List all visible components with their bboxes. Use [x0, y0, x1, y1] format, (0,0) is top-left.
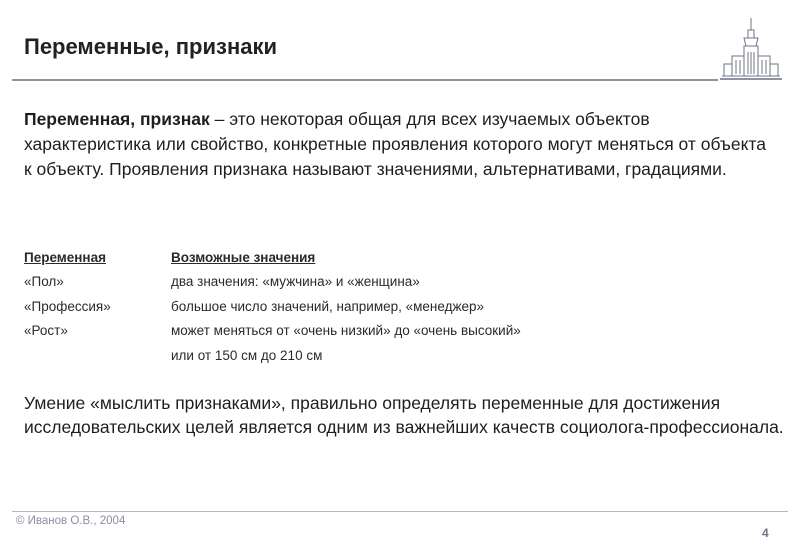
values-cell: или от 150 см до 210 см [171, 347, 323, 363]
title-divider [12, 79, 718, 81]
definition-paragraph [24, 107, 774, 182]
table-row [24, 270, 671, 295]
values-cell: два значения: «мужчина» и «женщина» [171, 274, 420, 290]
variables-table [24, 245, 671, 368]
conclusion-paragraph: Умение «мыслить признаками», правильно определять переменные для достижения исследовательских целей является одним из важнейших качеств социолога-профессионала. [24, 393, 784, 437]
page-number: 4 [762, 526, 769, 540]
table-row [24, 343, 671, 368]
values-cell: большое число значений, например, «менеджер» [171, 298, 485, 314]
variable-cell: «Рост» [24, 323, 68, 339]
footer-divider [12, 511, 788, 512]
table-row [24, 294, 671, 319]
variable-cell: «Пол» [24, 274, 64, 290]
definition-term: Переменная, признак [24, 109, 210, 129]
variable-cell: «Профессия» [24, 298, 111, 314]
header-variable: Переменная [24, 249, 106, 265]
copyright-text: © Иванов О.В., 2004 [16, 515, 126, 527]
table-header-row [24, 245, 671, 270]
slide-title: Переменные, признаки [24, 34, 278, 59]
header-values: Возможные значения [171, 249, 316, 265]
definition-text: – это некоторая общая для всех изучаемых объектов характеристика или свойство, конкретные проявления которого могут меняться от объекта к объекту. Проявления признака называют значениями, альтернативами, градациями. [24, 109, 767, 179]
table-row [24, 319, 671, 344]
university-building-icon [720, 16, 782, 82]
values-cell: может меняться от «очень низкий» до «очень высокий» [171, 323, 521, 339]
